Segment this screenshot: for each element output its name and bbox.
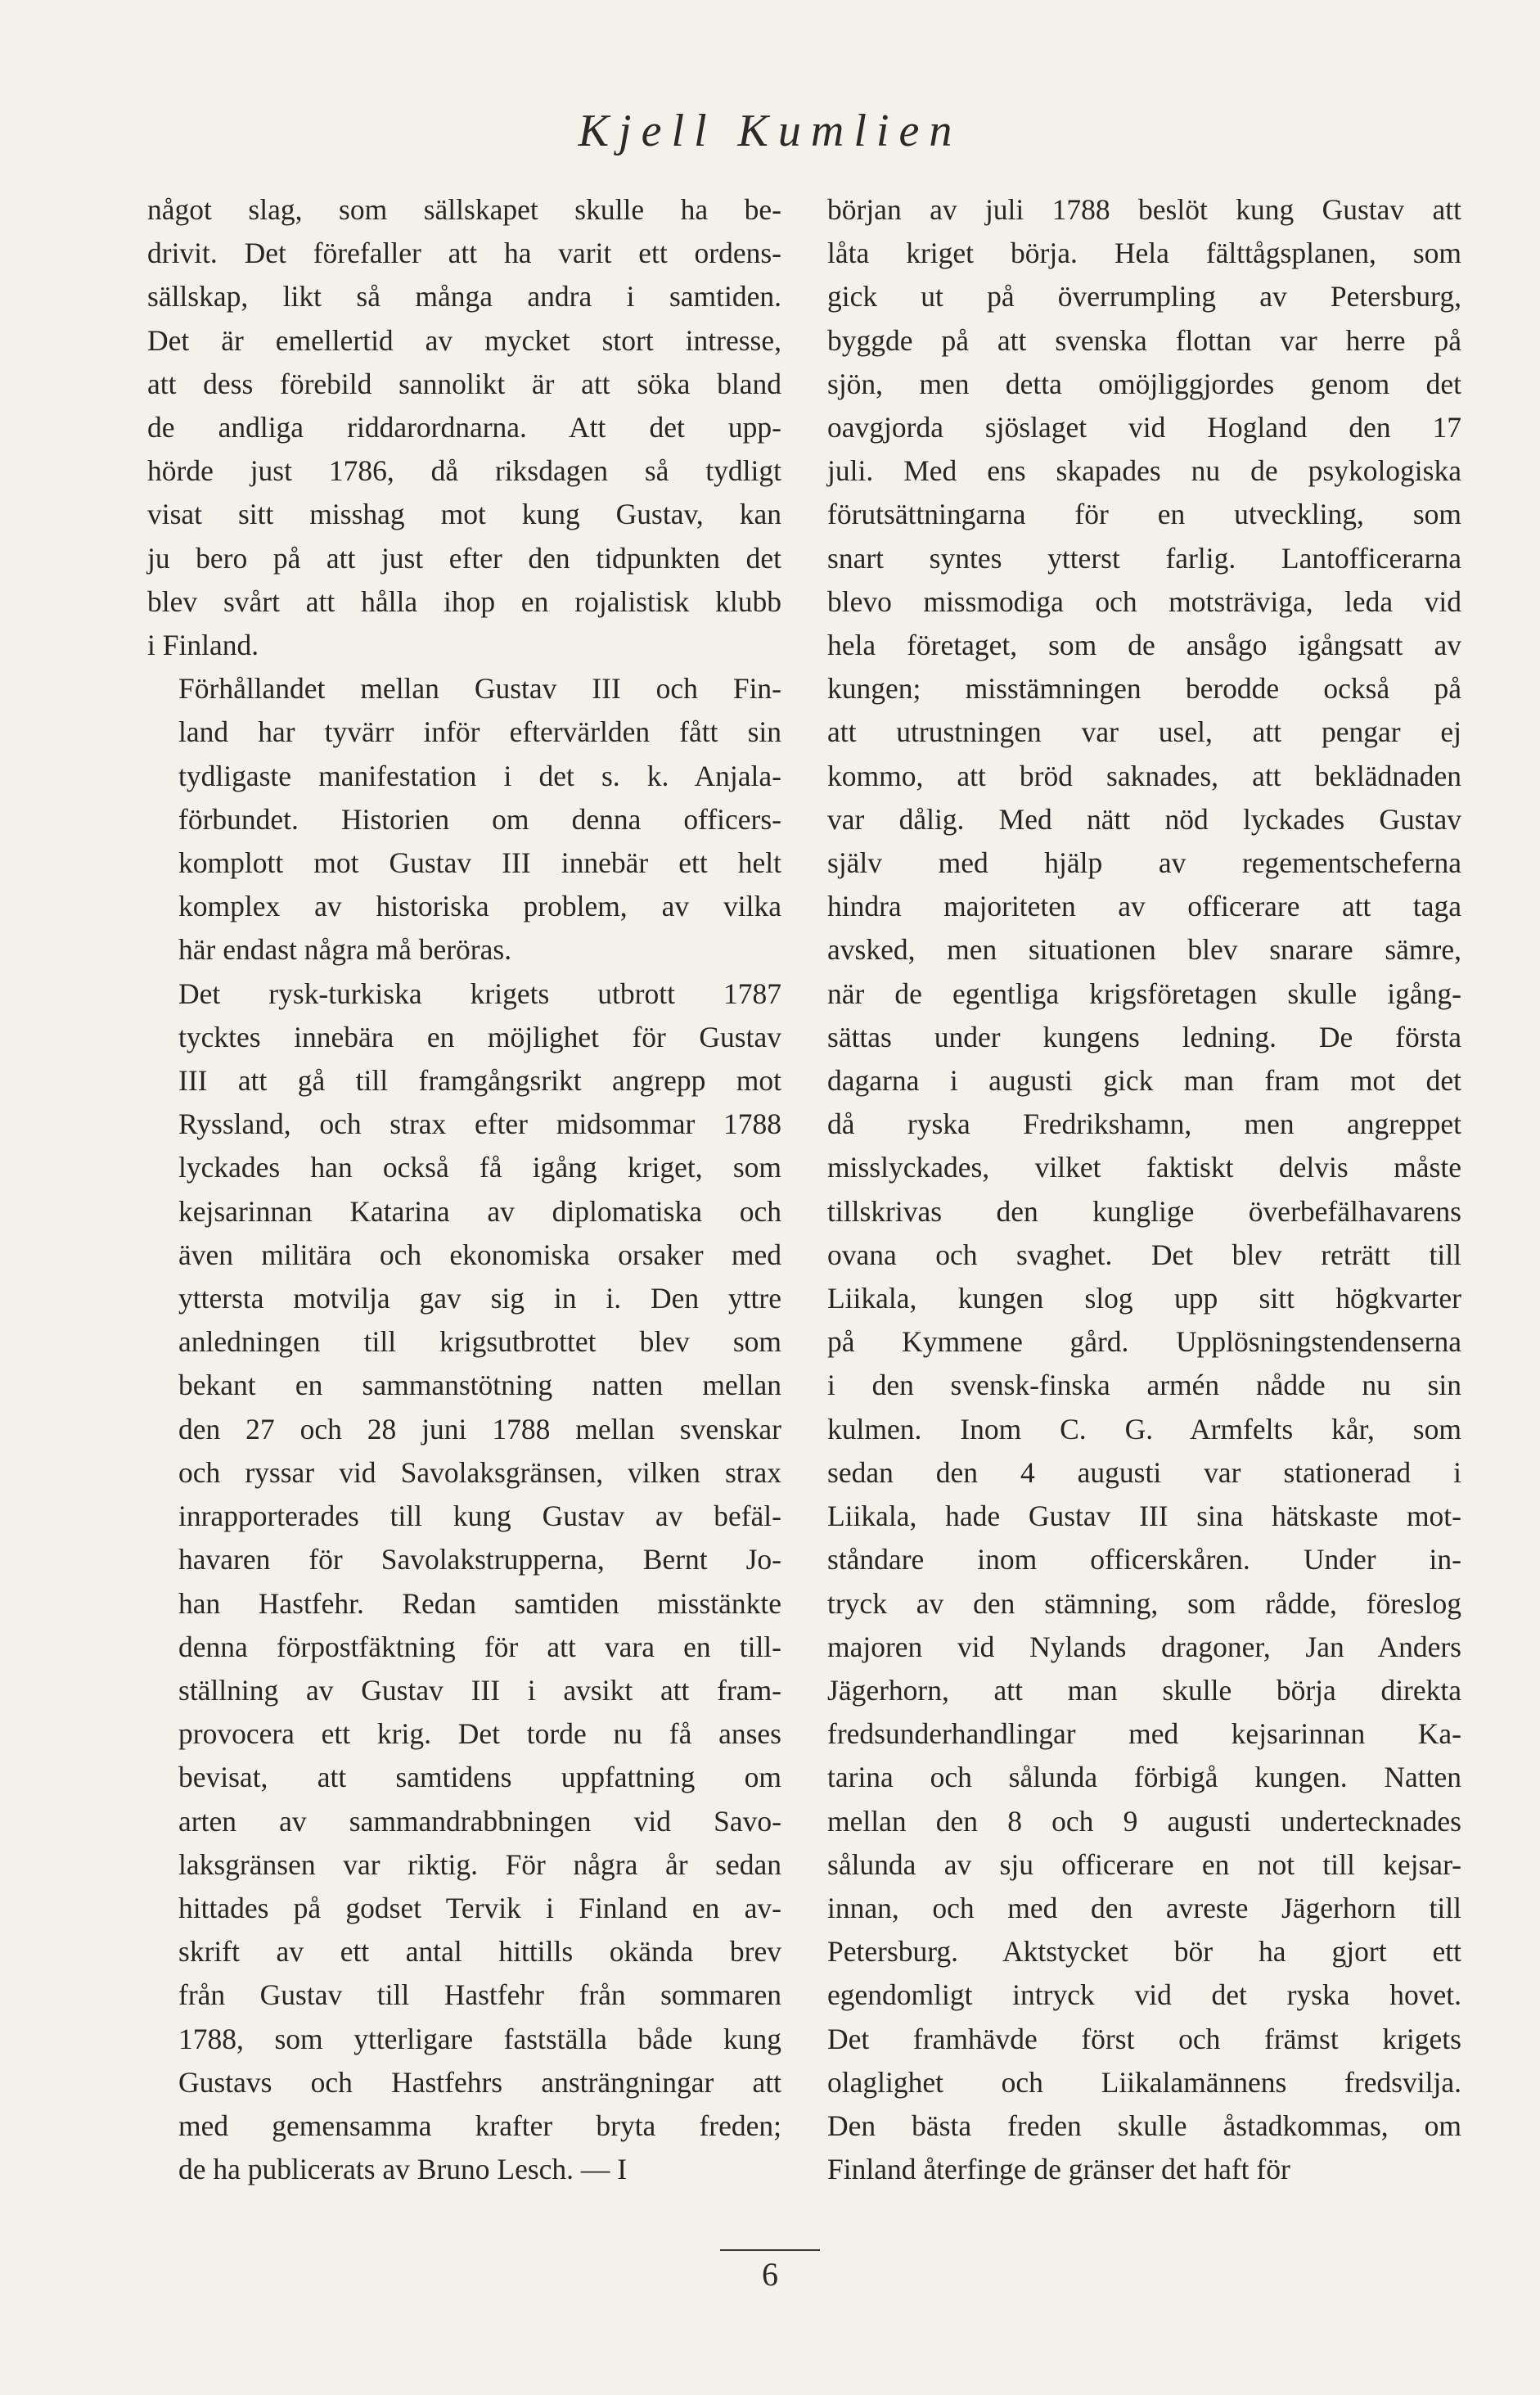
text-line: inrapporterades till kung Gustav av befäl- [178, 1500, 781, 1533]
text-line: att dess förebild sannolikt är att söka bland [147, 367, 781, 400]
text-line: var dålig. Med nätt nöd lyckades Gustav [827, 802, 1461, 836]
text-line: från Gustav till Hastfehr från sommaren [178, 1978, 781, 2012]
text-line: juli. Med ens skapades nu de psykologiska [827, 454, 1461, 488]
text-line: bevisat, att samtidens uppfattning om [178, 1761, 781, 1794]
text-line: Ryssland, och strax efter midsommar 1788 [178, 1107, 781, 1141]
text-line: att utrustningen var usel, att pengar ej [827, 715, 1461, 749]
text-line: ställning av Gustav III i avsikt att fram- [178, 1673, 781, 1707]
text-line: kommo, att bröd saknades, att beklädnaden [827, 759, 1461, 792]
text-line: själv med hjälp av regementscheferna [827, 846, 1461, 880]
text-line: sjön, men detta omöjliggjordes genom det [827, 367, 1461, 400]
text-line: skrift av ett antal hittills okända brev [178, 1935, 781, 1969]
text-line: då ryska Fredrikshamn, men angreppet [827, 1107, 1461, 1141]
text-line: i Finland. [147, 629, 259, 662]
text-line: oavgjorda sjöslaget vid Hogland den 17 [827, 411, 1461, 444]
text-line: denna förpostfäktning för att vara en till- [178, 1630, 781, 1663]
running-header: Kjell Kumlien [578, 106, 962, 156]
text-line: byggde på att svenska flottan var herre på [827, 323, 1461, 357]
text-line: något slag, som sällskapet skulle ha be- [147, 193, 781, 226]
text-line: kungen; misstämningen berodde också på [827, 672, 1461, 706]
text-line: ju bero på att just efter den tidpunkten det [147, 541, 781, 575]
text-line: mellan den 8 och 9 augusti undertecknades [827, 1804, 1461, 1838]
text-line: Finland återfinge de gränser det haft för [827, 2153, 1290, 2186]
text-line: i den svensk-finska armén nådde nu sin [827, 1369, 1461, 1402]
right-column [827, 188, 1461, 2191]
paragraph [147, 188, 781, 667]
text-line: blevo missmodiga och motsträviga, leda vid [827, 584, 1461, 618]
text-line: kejsarinnan Katarina av diplomatiska och [178, 1194, 781, 1228]
text-line: olaglighet och Liikalamännens fredsvilja. [827, 2065, 1461, 2099]
text-line: förbundet. Historien om denna officers- [178, 802, 781, 836]
text-line: gick ut på överrumpling av Petersburg, [827, 280, 1461, 313]
paragraph [827, 188, 1461, 2191]
text-line: havaren för Savolakstrupperna, Bernt Jo- [178, 1543, 781, 1576]
text-line: dagarna i augusti gick man fram mot det [827, 1064, 1461, 1098]
text-line: ovana och svaghet. Det blev reträtt till [827, 1238, 1461, 1271]
text-line: Jägerhorn, att man skulle börja direkta [827, 1673, 1461, 1707]
text-line: sättas under kungens ledning. De första [827, 1020, 1461, 1053]
paragraph [147, 667, 781, 972]
text-line: visat sitt misshag mot kung Gustav, kan [147, 498, 781, 531]
text-line: på Kymmene gård. Upplösningstendenserna [827, 1325, 1461, 1359]
text-line: sällskap, likt så många andra i samtiden. [147, 280, 781, 313]
text-line: Petersburg. Aktstycket bör ha gjort ett [827, 1935, 1461, 1969]
text-line: fredsunderhandlingar med kejsarinnan Ka- [827, 1717, 1461, 1751]
text-line: arten av sammandrabbningen vid Savo- [178, 1804, 781, 1838]
text-line: Det är emellertid av mycket stort intresse, [147, 323, 781, 357]
text-line: 1788, som ytterligare fastställa både kung [178, 2022, 781, 2055]
text-line: början av juli 1788 beslöt kung Gustav att [827, 193, 1461, 226]
text-line: och ryssar vid Savolaksgränsen, vilken strax [178, 1455, 781, 1489]
text-line: hela företaget, som de ansågo igångsatt av [827, 629, 1461, 662]
text-line: tycktes innebära en möjlighet för Gustav [178, 1020, 781, 1053]
text-line: tarina och sålunda förbigå kungen. Natten [827, 1761, 1461, 1794]
text-line: bekant en sammanstötning natten mellan [178, 1369, 781, 1402]
text-line: med gemensamma krafter bryta freden; [178, 2109, 781, 2142]
text-line: hörde just 1786, då riksdagen så tydligt [147, 454, 781, 488]
text-line: laksgränsen var riktig. För några år sedan [178, 1847, 781, 1881]
text-line: sedan den 4 augusti var stationerad i [827, 1455, 1461, 1489]
text-line: Liikala, kungen slog upp sitt högkvarter [827, 1282, 1461, 1315]
text-line: tryck av den stämning, som rådde, föreslog [827, 1586, 1461, 1620]
text-line: misslyckades, vilket faktiskt delvis måste [827, 1151, 1461, 1184]
text-line: Gustavs och Hastfehrs ansträngningar att [178, 2065, 781, 2099]
text-line: anledningen till krigsutbrottet blev som [178, 1325, 781, 1359]
text-line: de andliga riddarordnarna. Att det upp- [147, 411, 781, 444]
text-line: förutsättningarna för en utveckling, som [827, 498, 1461, 531]
text-line: den 27 och 28 juni 1788 mellan svenskar [178, 1412, 781, 1446]
text-line: Förhållandet mellan Gustav III och Fin- [178, 672, 781, 706]
paragraph [147, 972, 781, 2192]
text-line: låta kriget börja. Hela fälttågsplanen, som [827, 237, 1461, 270]
text-line: avsked, men situationen blev snarare sämre, [827, 933, 1461, 967]
text-line: drivit. Det förefaller att ha varit ett ordens- [147, 237, 781, 270]
left-column [147, 188, 781, 2191]
text-line: när de egentliga krigsföretagen skulle igång- [827, 976, 1461, 1010]
text-line: egendomligt intryck vid det ryska hovet. [827, 1978, 1461, 2012]
page-number: 6 [762, 2256, 778, 2293]
text-line: blev svårt att hålla ihop en rojalistisk klubb [147, 584, 781, 618]
text-line: III att gå till framgångsrikt angrepp mot [178, 1064, 781, 1098]
text-line: snart syntes ytterst farlig. Lantofficerarna [827, 541, 1461, 575]
text-line: här endast några må beröras. [178, 933, 512, 967]
text-line: sålunda av sju officerare en not till kejsar- [827, 1847, 1461, 1881]
text-line: även militära och ekonomiska orsaker med [178, 1238, 781, 1271]
text-line: land har tyvärr inför eftervärlden fått sin [178, 715, 781, 749]
text-line: Liikala, hade Gustav III sina hätskaste mot- [827, 1500, 1461, 1533]
text-line: Det framhävde först och främst krigets [827, 2022, 1461, 2055]
text-line: Den bästa freden skulle åstadkommas, om [827, 2109, 1461, 2142]
text-line: hittades på godset Tervik i Finland en av- [178, 1891, 781, 1924]
text-line: ståndare inom officerskåren. Under in- [827, 1543, 1461, 1576]
text-line: majoren vid Nylands dragoner, Jan Anders [827, 1630, 1461, 1663]
text-line: komplott mot Gustav III innebär ett helt [178, 846, 781, 880]
text-line: komplex av historiska problem, av vilka [178, 890, 781, 923]
text-line: provocera ett krig. Det torde nu få anses [178, 1717, 781, 1751]
text-line: innan, och med den avreste Jägerhorn till [827, 1891, 1461, 1924]
text-line: Det rysk-turkiska krigets utbrott 1787 [178, 976, 781, 1010]
text-line: hindra majoriteten av officerare att taga [827, 890, 1461, 923]
text-line: han Hastfehr. Redan samtiden misstänkte [178, 1586, 781, 1620]
text-line: tydligaste manifestation i det s. k. Anjala- [178, 759, 781, 792]
text-line: yttersta motvilja gav sig in i. Den yttre [178, 1282, 781, 1315]
text-line: lyckades han också få igång kriget, som [178, 1151, 781, 1184]
text-line: de ha publicerats av Bruno Lesch. — I [178, 2153, 628, 2186]
footer-rule [720, 2249, 820, 2251]
text-line: tillskrivas den kunglige överbefälhavarens [827, 1194, 1461, 1228]
text-line: kulmen. Inom C. G. Armfelts kår, som [827, 1412, 1461, 1446]
